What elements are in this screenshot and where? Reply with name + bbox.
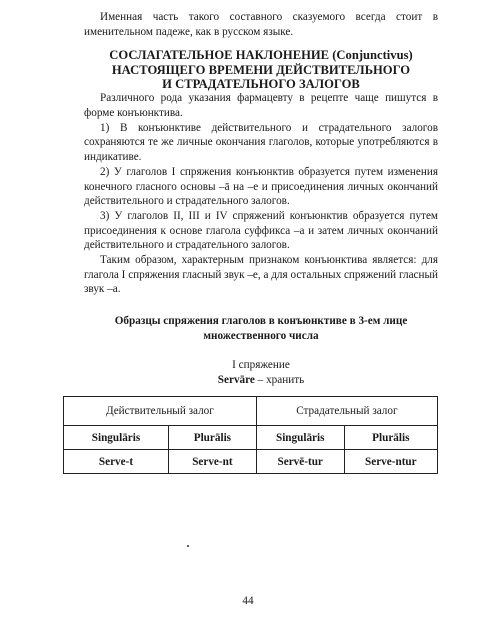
- heading-line-2: НАСТОЯЩЕГО ВРЕМЕНИ ДЕЙСТВИТЕЛЬНОГО: [111, 62, 411, 77]
- paragraph-rule-3: 3) У глаголов II, III и IV спряжений конъюнктив образуется путем присоединения к основе глагола суффикса –а и затем личных окончаний действительного и страдательного залогов.: [84, 209, 438, 252]
- number-header-row: [64, 426, 438, 450]
- passive-plural-header: Plurālis: [344, 426, 437, 450]
- conjugation-title: [84, 358, 438, 387]
- paragraph-rule-1: 1) В конъюнктиве действительного и страдательного залогов сохраняются те же личные окончания глаголов, которые употребляются в индикативе.: [84, 121, 438, 164]
- verb-line: [84, 373, 438, 388]
- stray-dot: [187, 545, 189, 547]
- intro-paragraph: Именная часть такого составного сказуемого всегда стоит в именительном падеже, как в русском языке.: [84, 11, 438, 38]
- page-number: 44: [242, 595, 254, 607]
- active-plural-form: Serve-nt: [168, 450, 256, 474]
- paragraph-rule-2: 2) У глаголов I спряжения конъюнктив образуется путем изменения конечного гласного основы –ā на –е и присоединения личных окончаний действительного и страдательного залогов.: [84, 165, 438, 208]
- active-singular-header: Singulāris: [64, 426, 169, 450]
- passive-singular-form: Servē-tur: [256, 450, 344, 474]
- passive-voice-header: Страдательный залог: [256, 397, 437, 426]
- verb-infinitive: Servāre: [217, 373, 255, 386]
- passive-plural-form: Serve-ntur: [344, 450, 437, 474]
- paragraph-usage: Различного рода указания фармацевту в рецепте чаще пишутся в форме конъюнктива.: [84, 92, 438, 119]
- active-voice-header: Действительный залог: [64, 397, 257, 426]
- conjugation-group: I спряжение: [232, 359, 290, 372]
- passive-singular-header: Singulāris: [256, 426, 344, 450]
- paragraph-summary: Таким образом, характерным признаком конъюнктива является: для глагола I спряжения гласный звук –е, а для остальных спряжений гласный звук –а.: [84, 254, 438, 296]
- page-content: [84, 10, 438, 387]
- heading-line-3: И СТРАДАТЕЛЬНОГО ЗАЛОГОВ: [162, 77, 360, 91]
- conjugation-table: [63, 396, 438, 474]
- verb-meaning: – хранить: [254, 373, 305, 386]
- voice-header-row: [64, 397, 438, 426]
- examples-subheading: Образцы спряжения глаголов в конъюнктиве в 3-ем лице множественного числа: [114, 315, 408, 343]
- section-heading: [84, 48, 438, 91]
- active-plural-header: Plurālis: [168, 426, 256, 450]
- active-singular-form: Serve-t: [64, 450, 169, 474]
- forms-row: [64, 450, 438, 474]
- heading-line-1: СОСЛАГАТЕЛЬНОЕ НАКЛОНЕНИЕ (Conjunctivus): [109, 48, 413, 63]
